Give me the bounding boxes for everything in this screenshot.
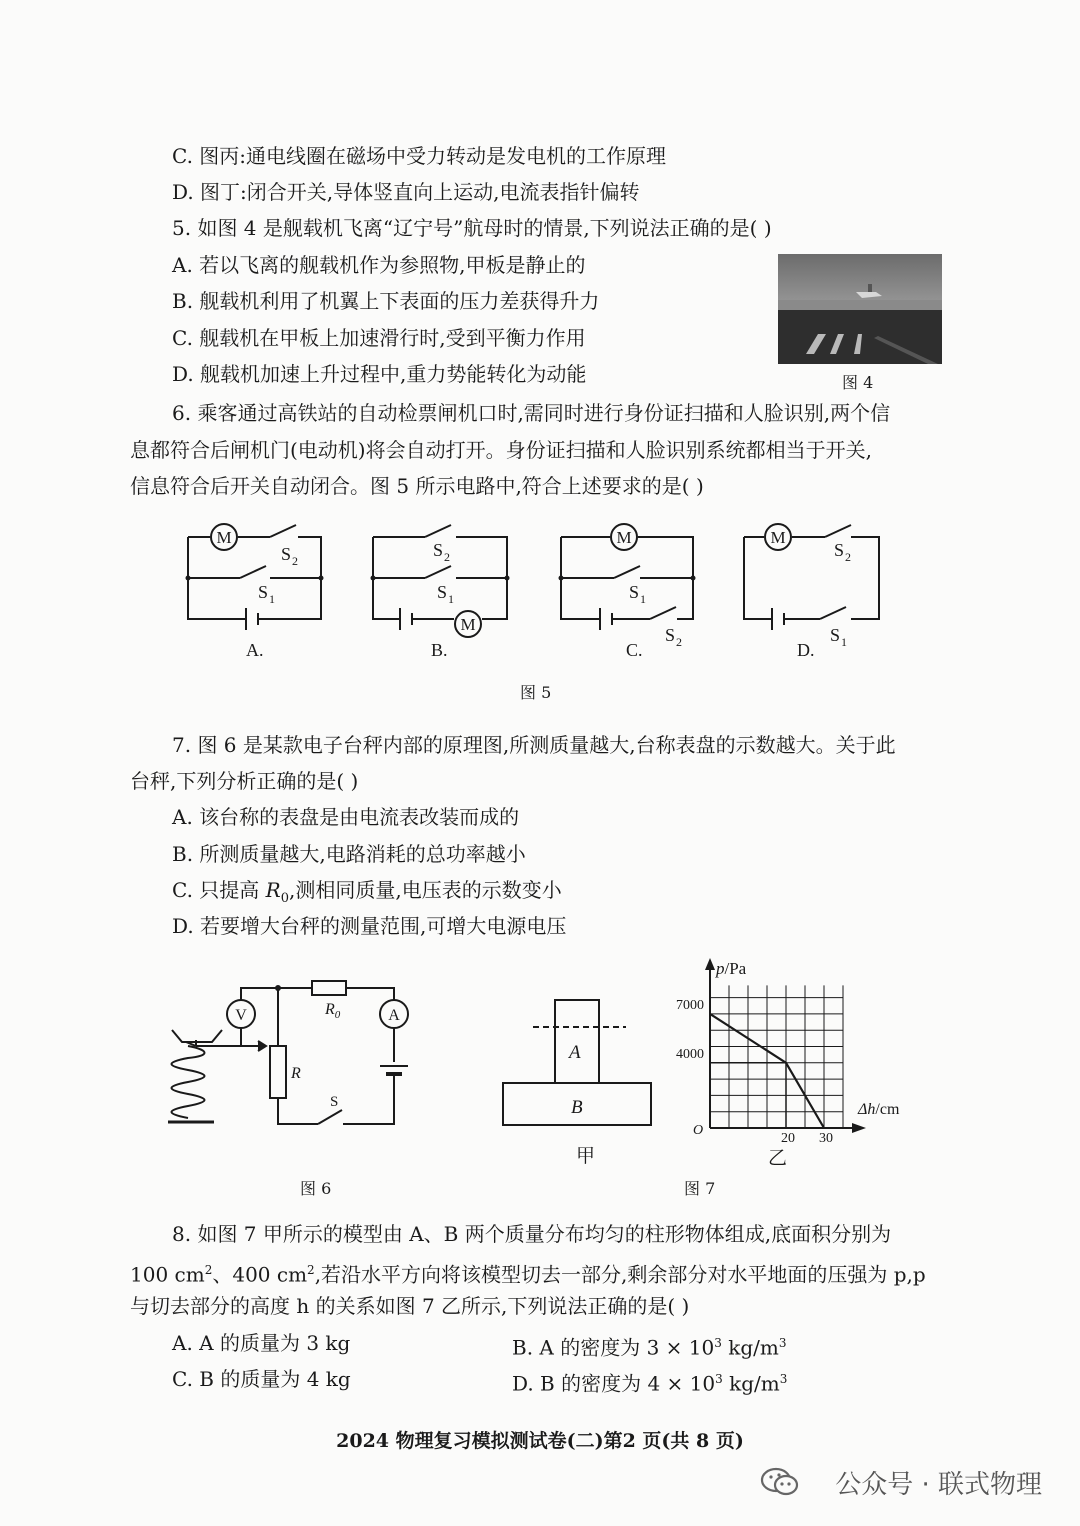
motor-label: M — [460, 615, 476, 634]
q5-option-c: C. 舰载机在甲板上加速滑行时,受到平衡力作用 — [172, 326, 586, 350]
option-label: C. — [626, 640, 643, 660]
q5-option-d: D. 舰载机加速上升过程中,重力势能转化为动能 — [172, 362, 587, 386]
switch-label: S — [330, 1094, 339, 1110]
switch-sub: 1 — [841, 635, 847, 649]
q8-line-2: 100 $cm^2$、400 $cm^2$,若沿水平方向将该模型切去一部分,剩余部分对水平地面的压强为 p,p — [130, 1262, 926, 1287]
switch-sub: 2 — [676, 635, 682, 649]
switch-sub: 1 — [269, 592, 275, 606]
motor-label: M — [770, 528, 786, 547]
ammeter-label: A — [388, 1007, 400, 1024]
page-footer: 2024 物理复习模拟测试卷(二)第2 页(共 8 页) — [336, 1430, 744, 1452]
option-label: B. — [431, 640, 448, 660]
x-axis-label: Δh/cm — [858, 1101, 900, 1118]
voltmeter-label: V — [235, 1007, 247, 1024]
x-tick-label: 30 — [819, 1131, 833, 1146]
switch-label: S — [433, 540, 444, 560]
q7-option-d: D. 若要增大台秤的测量范围,可增大电源电压 — [172, 914, 567, 938]
q8-line-3: 与切去部分的高度 h 的关系如图 7 乙所示,下列说法正确的是( ) — [130, 1294, 690, 1318]
figure-7-caption: 图 7 — [684, 1179, 716, 1198]
q4-option-c: C. 图丙:通电线圈在磁场中受力转动是发电机的工作原理 — [172, 144, 667, 168]
switch-label: S — [665, 625, 676, 645]
switch-label: S — [629, 582, 640, 602]
motor-label: M — [616, 528, 632, 547]
option-label: D. — [797, 640, 815, 660]
q7-option-a: A. 该台称的表盘是由电流表改装而成的 — [172, 805, 520, 829]
r0-label: $R_0$ — [325, 1001, 341, 1021]
switch-label: S — [830, 625, 841, 645]
x-axis-arrow — [852, 1123, 866, 1133]
switch-label: S — [834, 540, 845, 560]
switch-label: S — [437, 582, 448, 602]
q5-stem: 5. 如图 4 是舰载机飞离“辽宁号”航母时的情景,下列说法正确的是( ) — [172, 216, 772, 240]
figure-5-caption: 图 5 — [520, 683, 552, 702]
y-tick-label: 4000 — [676, 1047, 704, 1062]
y-axis-arrow — [705, 958, 715, 970]
q7-option-c: C. 只提高 $R_0$,测相同质量,电压表的示数变小 — [172, 878, 562, 906]
q4-option-d: D. 图丁:闭合开关,导体竖直向上运动,电流表指针偏转 — [172, 180, 640, 204]
wechat-icon — [760, 1466, 800, 1498]
y-tick-label: 7000 — [676, 998, 704, 1013]
label-yi: 乙 — [768, 1148, 788, 1169]
motor-label: M — [216, 528, 232, 547]
figure-4-caption: 图 4 — [842, 373, 874, 392]
switch-sub: 2 — [845, 550, 851, 564]
q6-line-1: 6. 乘客通过高铁站的自动检票闸机口时,需同时进行身份证扫描和人脸识别,两个信 — [172, 401, 891, 425]
switch-sub: 2 — [444, 550, 450, 564]
q8-line-1: 8. 如图 7 甲所示的模型由 A、B 两个质量分布均匀的柱形物体组成,底面积分别为 — [172, 1222, 892, 1246]
origin-label: O — [693, 1123, 704, 1138]
q7-option-b: B. 所测质量越大,电路消耗的总功率越小 — [172, 842, 526, 866]
watermark: 公众号 · 联式物理 — [835, 1470, 1042, 1500]
x-tick-label: 20 — [781, 1131, 795, 1146]
q7-line-2: 台秤,下列分析正确的是( ) — [130, 769, 359, 793]
q6-line-3: 信息符合后开关自动闭合。图 5 所示电路中,符合上述要求的是( ) — [130, 474, 704, 498]
block-a-label: A — [569, 1042, 581, 1063]
switch-sub: 2 — [292, 554, 298, 568]
option-label: A. — [246, 640, 264, 660]
figure-6-caption: 图 6 — [300, 1179, 332, 1198]
block-b-label: B — [571, 1097, 583, 1118]
q8-option-c: C. B 的质量为 4 kg — [172, 1367, 351, 1391]
y-axis-label: p/Pa — [716, 959, 747, 978]
q5-option-a: A. 若以飞离的舰载机作为参照物,甲板是静止的 — [172, 253, 586, 277]
q6-line-2: 息都符合后闸机门(电动机)将会自动打开。身份证扫描和人脸识别系统都相当于开关, — [130, 438, 872, 462]
switch-sub: 1 — [640, 592, 646, 606]
q8-option-a: A. A 的质量为 3 kg — [172, 1331, 351, 1355]
label-jia: 甲 — [576, 1146, 596, 1167]
switch-label: S — [258, 582, 269, 602]
q8-option-b: B. A 的密度为 $3 \times 10^3$ $kg/m^3$ — [512, 1335, 787, 1360]
q8-option-d: D. B 的密度为 $4 \times 10^3$ $kg/m^3$ — [512, 1371, 788, 1396]
switch-sub: 1 — [448, 592, 454, 606]
q5-option-b: B. 舰载机利用了机翼上下表面的压力差获得升力 — [172, 289, 600, 313]
q7-line-1: 7. 图 6 是某款电子台秤内部的原理图,所测质量越大,台称表盘的示数越大。关于此 — [172, 733, 896, 757]
r-label: R — [291, 1065, 301, 1082]
switch-label: S — [281, 544, 292, 564]
